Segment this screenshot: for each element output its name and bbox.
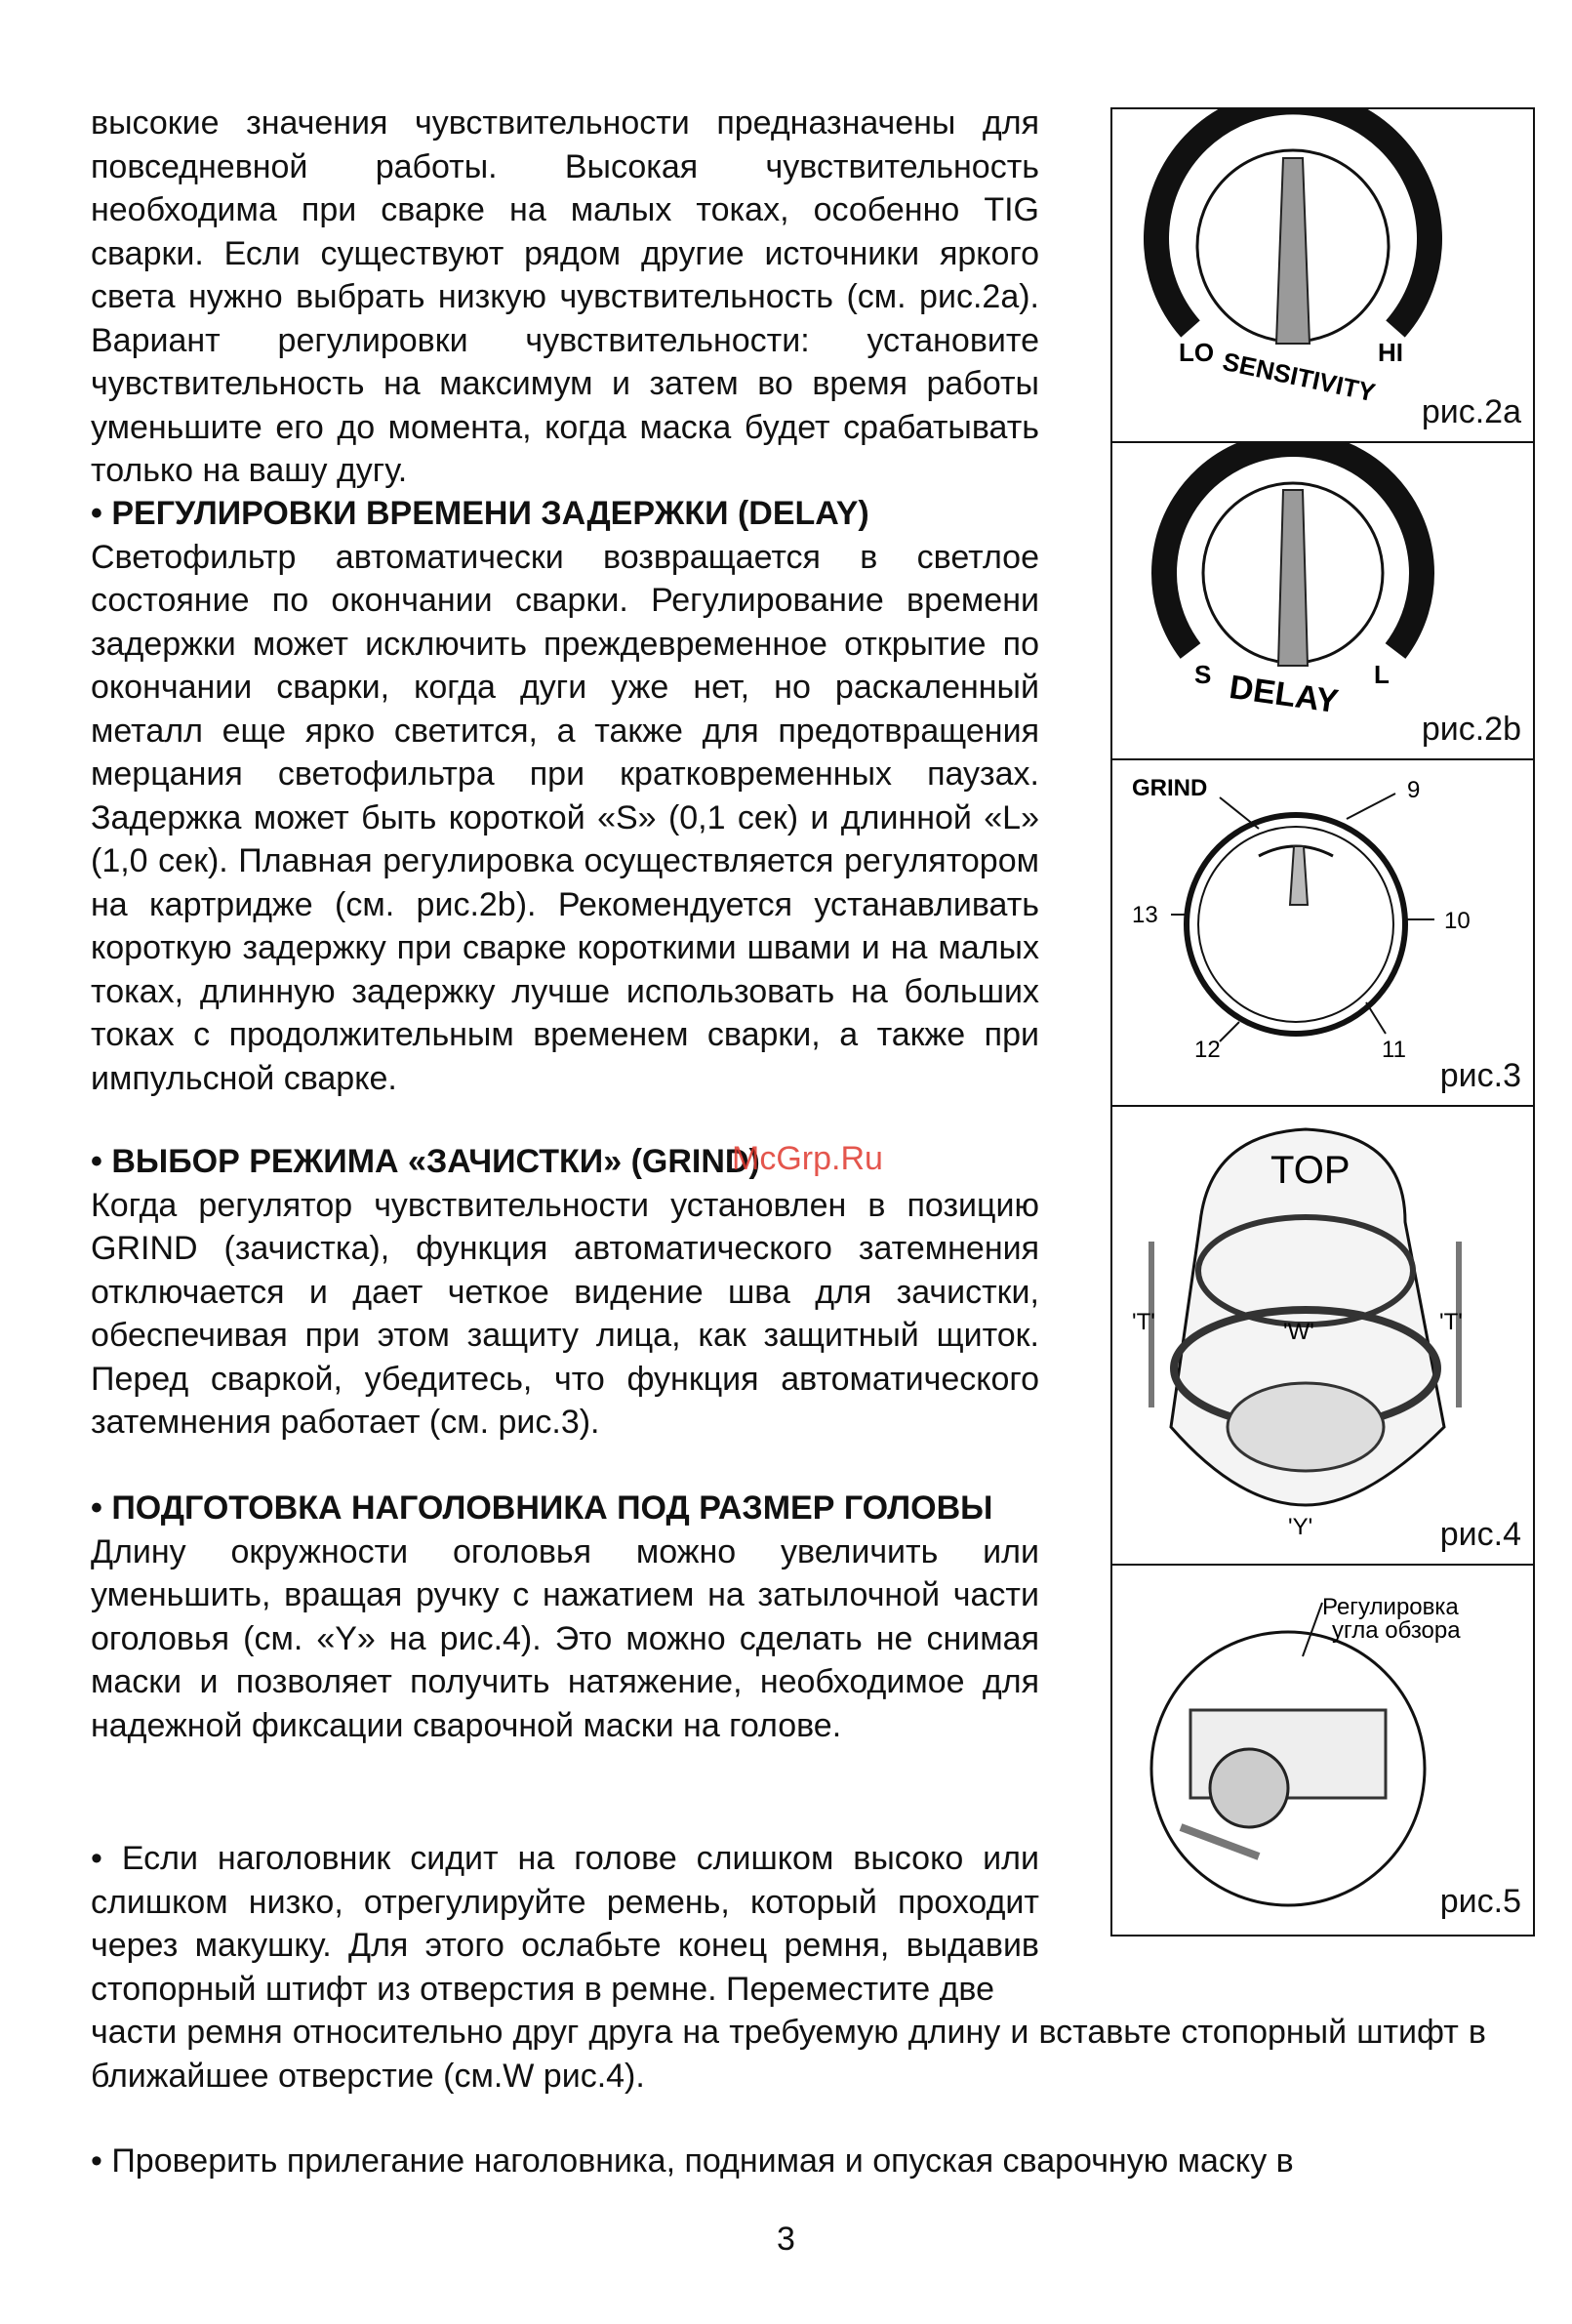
strap-paragraph-b: [91, 2011, 1486, 2098]
grind-section: [91, 1140, 1039, 1445]
label-l: L: [1374, 660, 1390, 689]
intro-paragraph: [91, 102, 1039, 493]
shade-dial-illustration: [1112, 758, 1533, 1105]
figures-panel: [1110, 107, 1535, 1937]
pivot-knob: [1210, 1749, 1288, 1827]
head-text: Длину окружности оголовья можно увеличить или уменьшить, вращая ручку с нажатием на затылочной части оголовья (см. «Y» на рис.4). Это можно сделать не снимая маски и позволяет получить натяжение, необходимое для надежной фиксации сварочной маски на голове.: [91, 1532, 1039, 1744]
label-t-right: 'T': [1439, 1309, 1463, 1335]
label-10: 10: [1444, 908, 1471, 934]
label-w: 'W': [1283, 1319, 1314, 1345]
sensitivity-pointer: [1276, 158, 1310, 344]
sensitivity-dial-illustration: [1112, 109, 1533, 441]
label-t-left: 'T': [1132, 1309, 1155, 1335]
figure-4: [1112, 1105, 1533, 1566]
label-angle-line2: угла обзора: [1332, 1617, 1461, 1644]
label-lo: LO: [1179, 338, 1215, 367]
strap-paragraph-a: [91, 1837, 1039, 2011]
head-section: [91, 1487, 1039, 1747]
label-sensitivity: SENSITIVITY: [1220, 346, 1379, 408]
label-y: 'Y': [1288, 1514, 1313, 1540]
figure-2a: [1112, 109, 1533, 443]
label-top: TOP: [1270, 1149, 1350, 1192]
delay-text: Светофильтр автоматически возвращается в светлое состояние по окончании сварки. Регулирование времени задержки может исключить преждевременное открытие по окончании сварки, когда дуги уже нет, но раскаленный металл еще ярко светится, а также для предотвращения мерцания светофильтра при кратковременных паузах. Задержка может быть короткой «S» (0,1 сек) и длинной «L» (1,0 сек). Плавная регулировка осуществляется регулятором на картридже (см. рис.2b). Рекомендуется устанавливать короткую задержку при сварке короткими швами и на малых токах, длинную задержку лучше использовать на больших токах с продолжительным временем сварки, а также при импульсной сварке.: [91, 538, 1039, 1097]
grind-text: Когда регулятор чувствительности установлен в позицию GRIND (зачистка), функция автоматического затемнения отключается и дает четкое видение шва для зачистки, обеспечивая при этом защиту лица, как защитный щиток. Перед сваркой, убедитесь, что функция автоматического затемнения работает (см. рис.3).: [91, 1186, 1039, 1441]
caption-fig2b: рис.2b: [1421, 711, 1521, 748]
caption-fig4: рис.4: [1439, 1516, 1521, 1553]
shade-pointer: [1290, 846, 1308, 905]
viewing-angle-illustration: [1112, 1564, 1533, 1931]
label-hi: HI: [1378, 338, 1403, 367]
label-delay: DELAY: [1227, 668, 1341, 721]
grind-heading: • ВЫБОР РЕЖИМА «ЗАЧИСТКИ» (GRIND): [91, 1143, 760, 1180]
label-13: 13: [1132, 902, 1158, 928]
caption-fig3: рис.3: [1439, 1057, 1521, 1094]
delay-pointer: [1278, 490, 1308, 666]
head-heading: • ПОДГОТОВКА НАГОЛОВНИКА ПОД РАЗМЕР ГОЛОВЫ: [91, 1489, 993, 1527]
label-angle-line1: Регулировка: [1322, 1594, 1459, 1620]
rear-pad: [1228, 1383, 1384, 1471]
watermark: McGrp.Ru: [732, 1140, 883, 1177]
label-s: S: [1194, 660, 1212, 689]
label-9: 9: [1407, 777, 1421, 803]
label-grind: GRIND: [1132, 775, 1208, 801]
figure-5: [1112, 1564, 1533, 1931]
check-paragraph: [91, 2140, 1486, 2183]
check-text: • Проверить прилегание наголовника, поднимая и опуская сварочную маску в: [91, 2142, 1294, 2180]
page-number: 3: [777, 2221, 795, 2258]
caption-fig2a: рис.2a: [1421, 393, 1521, 430]
figure-3: [1112, 758, 1533, 1107]
headgear-illustration: [1112, 1105, 1533, 1564]
strap-text-a: • Если наголовник сидит на голове слишком высоко или слишком низко, отрегулируйте ремень, который проходит через макушку. Для этого ослабьте конец ремня, выдавив стопорный штифт из отверстия в ремне. Переместите две: [91, 1840, 1039, 2008]
intro-text: высокие значения чувствительности предназначены для повседневной работы. Высокая чувствительность необходима при сварке на малых токах, особенно TIG сварки. Если существуют рядом другие источники яркого света нужно выбрать низкую чувствительность (см. рис.2a). Вариант регулировки чувствительности: установите чувствительность на максимум и затем во время работы уменьшите его до момента, когда маска будет срабатывать только на вашу дугу.: [91, 104, 1039, 489]
strap-text-b: части ремня относительно друг друга на требуемую длину и вставьте стопорный штифт в ближайшее отверстие (см.W рис.4).: [91, 2014, 1486, 2095]
figure-2b: [1112, 441, 1533, 760]
delay-heading: • РЕГУЛИРОВКИ ВРЕМЕНИ ЗАДЕРЖКИ (DELAY): [91, 495, 869, 532]
label-11: 11: [1382, 1037, 1406, 1063]
caption-fig5: рис.5: [1439, 1883, 1521, 1920]
label-12: 12: [1194, 1037, 1221, 1063]
delay-section: [91, 492, 1039, 1100]
